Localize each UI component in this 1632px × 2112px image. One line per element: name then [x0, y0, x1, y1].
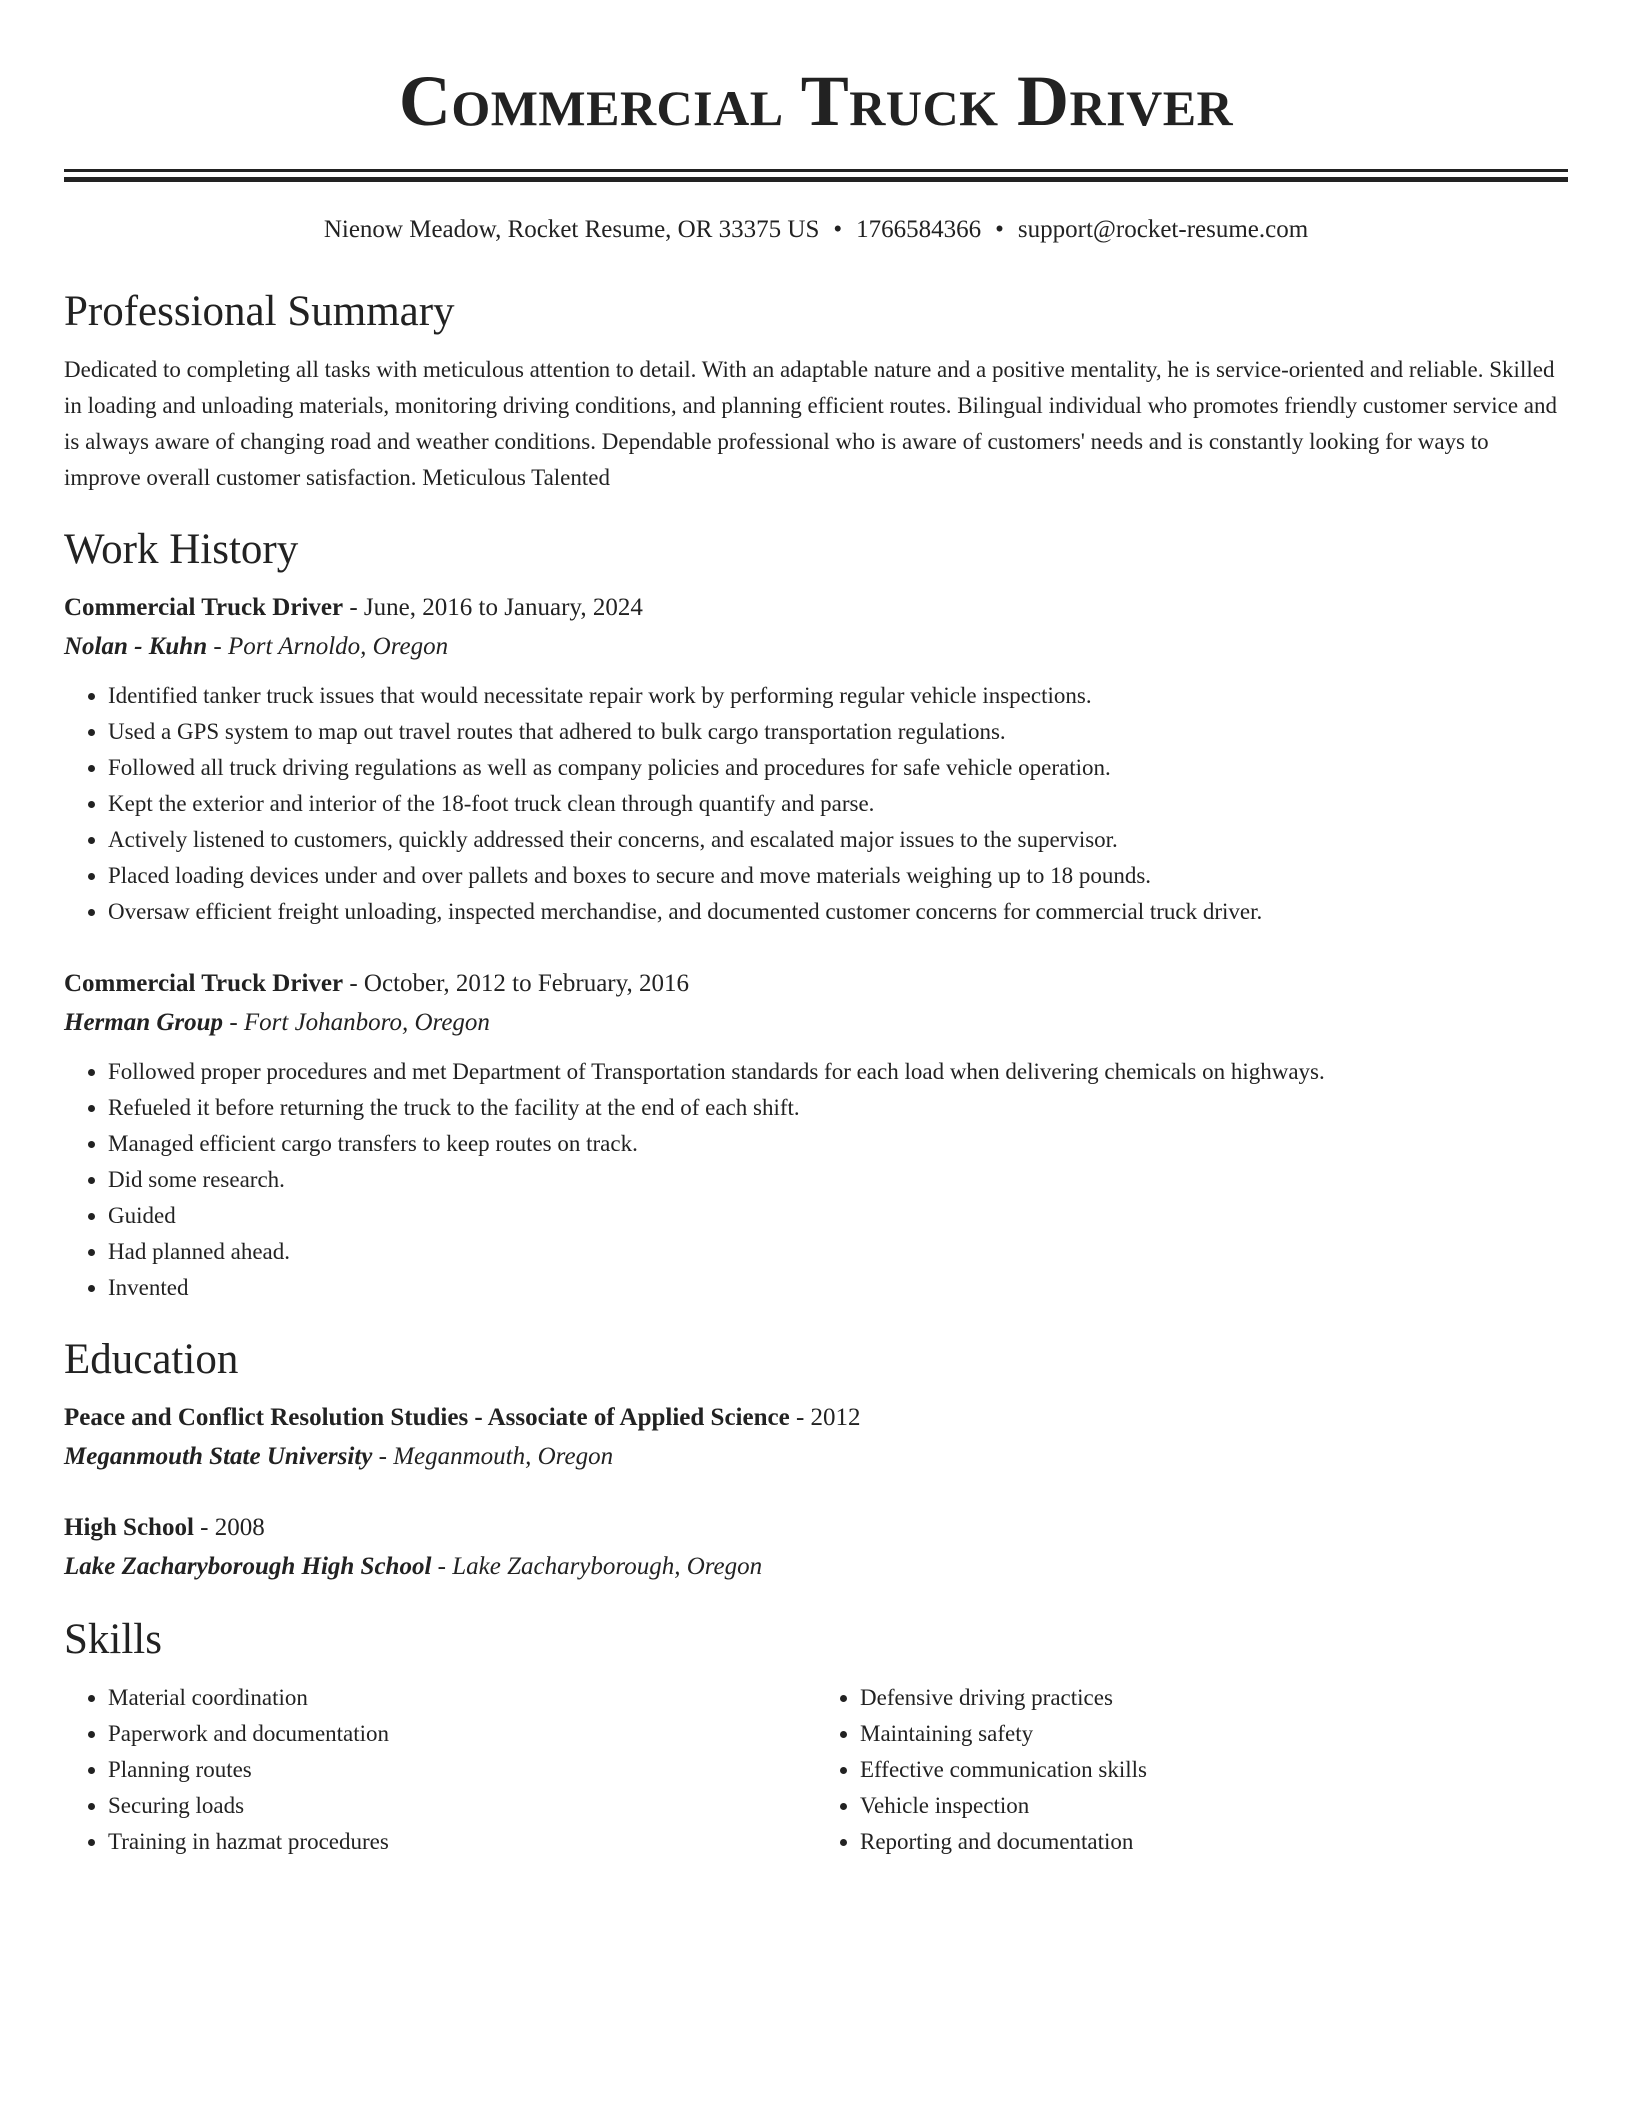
list-item: • Vehicle inspection	[860, 1788, 1568, 1824]
list-item: • Managed efficient cargo transfers to keep routes on track.	[108, 1126, 1568, 1162]
education-location: - Meganmouth, Oregon	[372, 1443, 614, 1470]
resume-name: Commercial Truck Driver	[398, 61, 1234, 141]
job-title: Commercial Truck Driver	[64, 594, 344, 621]
list-item: • Securing loads	[108, 1788, 816, 1824]
skills-list-right	[816, 1680, 1568, 1860]
job-dates: - October, 2012 to February, 2016	[343, 970, 690, 997]
education-entry	[64, 1398, 1568, 1476]
contact-separator: •	[833, 216, 843, 243]
section-heading-work: Work History	[64, 526, 299, 573]
list-item: • Did some research.	[108, 1162, 1568, 1198]
list-item: • Followed all truck driving regulations as well as company policies and procedures for safe vehicle operation.	[108, 750, 1568, 786]
job-duties-list	[64, 678, 1568, 930]
list-item: • Used a GPS system to map out travel routes that adhered to bulk cargo transportation regulations.	[108, 714, 1568, 750]
list-item: • Kept the exterior and interior of the 18-foot truck clean through quantify and parse.	[108, 786, 1568, 822]
education-school-line	[64, 1547, 1568, 1586]
education-degree-line	[64, 1398, 1568, 1437]
education-school: Lake Zacharyborough High School	[64, 1553, 432, 1580]
job-location: - Fort Johanboro, Oregon	[223, 1009, 490, 1036]
list-item: • Material coordination	[108, 1680, 816, 1716]
list-item: • Guided	[108, 1198, 1568, 1234]
job-entry	[64, 964, 1568, 1306]
list-item: • Refueled it before returning the truck to the facility at the end of each shift.	[108, 1090, 1568, 1126]
list-item: • Placed loading devices under and over pallets and boxes to secure and move materials weighing up to 18 pounds.	[108, 858, 1568, 894]
education-school-line	[64, 1437, 1568, 1476]
job-company: Nolan - Kuhn	[64, 633, 208, 660]
job-entry	[64, 588, 1568, 930]
job-title-line	[64, 588, 1568, 627]
work-history-section	[64, 524, 1568, 1306]
list-item: • Planning routes	[108, 1752, 816, 1788]
section-heading-education: Education	[64, 1336, 239, 1383]
list-item: • Had planned ahead.	[108, 1234, 1568, 1270]
job-duties-list	[64, 1054, 1568, 1306]
list-item: • Paperwork and documentation	[108, 1716, 816, 1752]
list-item: • Defensive driving practices	[860, 1680, 1568, 1716]
job-title-line	[64, 964, 1568, 1003]
job-dates: - June, 2016 to January, 2024	[343, 594, 643, 621]
header-rule-thin	[64, 169, 1568, 172]
list-item: • Oversaw efficient freight unloading, inspected merchandise, and documented customer concerns for commercial truck driver.	[108, 894, 1568, 930]
education-entry	[64, 1508, 1568, 1586]
list-item: • Identified tanker truck issues that would necessitate repair work by performing regular vehicle inspections.	[108, 678, 1568, 714]
job-title: Commercial Truck Driver	[64, 970, 344, 997]
contact-address: Nienow Meadow, Rocket Resume, OR 33375 US	[323, 216, 820, 243]
job-company-line	[64, 1003, 1568, 1042]
job-location: - Port Arnoldo, Oregon	[207, 633, 449, 660]
education-degree: Peace and Conflict Resolution Studies - Associate of Applied Science	[64, 1404, 790, 1431]
list-item: • Invented	[108, 1270, 1568, 1306]
list-item: • Followed proper procedures and met Department of Transportation standards for each load when delivering chemicals on highways.	[108, 1054, 1568, 1090]
list-item: • Reporting and documentation	[860, 1824, 1568, 1860]
contact-phone: 1766584366	[856, 216, 982, 243]
contact-line	[64, 214, 1568, 246]
summary-section	[64, 286, 1568, 496]
section-heading-skills: Skills	[64, 1616, 162, 1663]
education-degree: High School	[64, 1514, 194, 1541]
summary-text: Dedicated to completing all tasks with meticulous attention to detail. With an adaptable nature and a positive mentality, he is service-oriented and reliable. Skilled in loading and unloading materials, monitoring driving conditions, and planning efficient routes. Bilingual individual who promotes friendly customer service and is always aware of changing road and weather conditions. Dependable professional who is aware of customers' needs and is constantly looking for ways to improve overall customer satisfaction. Meticulous Talented	[64, 357, 1558, 490]
skills-section	[64, 1614, 1568, 1860]
contact-separator: •	[995, 216, 1004, 243]
education-year: - 2012	[789, 1404, 861, 1431]
education-location: - Lake Zacharyborough, Oregon	[431, 1553, 763, 1580]
education-year: - 2008	[193, 1514, 265, 1541]
contact-email: support@rocket-resume.com	[1017, 216, 1309, 243]
header-rule-thick	[64, 177, 1568, 182]
skills-columns	[64, 1680, 1568, 1860]
job-company-line	[64, 627, 1568, 666]
list-item: • Effective communication skills	[860, 1752, 1568, 1788]
section-heading-summary: Professional Summary	[64, 288, 455, 335]
education-school: Meganmouth State University	[64, 1443, 373, 1470]
skills-list-left	[64, 1680, 816, 1860]
list-item: • Actively listened to customers, quickly addressed their concerns, and escalated major issues to the supervisor.	[108, 822, 1568, 858]
list-item: • Maintaining safety	[860, 1716, 1568, 1752]
job-company: Herman Group	[64, 1009, 224, 1036]
education-degree-line	[64, 1508, 1568, 1547]
list-item: • Training in hazmat procedures	[108, 1824, 816, 1860]
education-section	[64, 1334, 1568, 1586]
